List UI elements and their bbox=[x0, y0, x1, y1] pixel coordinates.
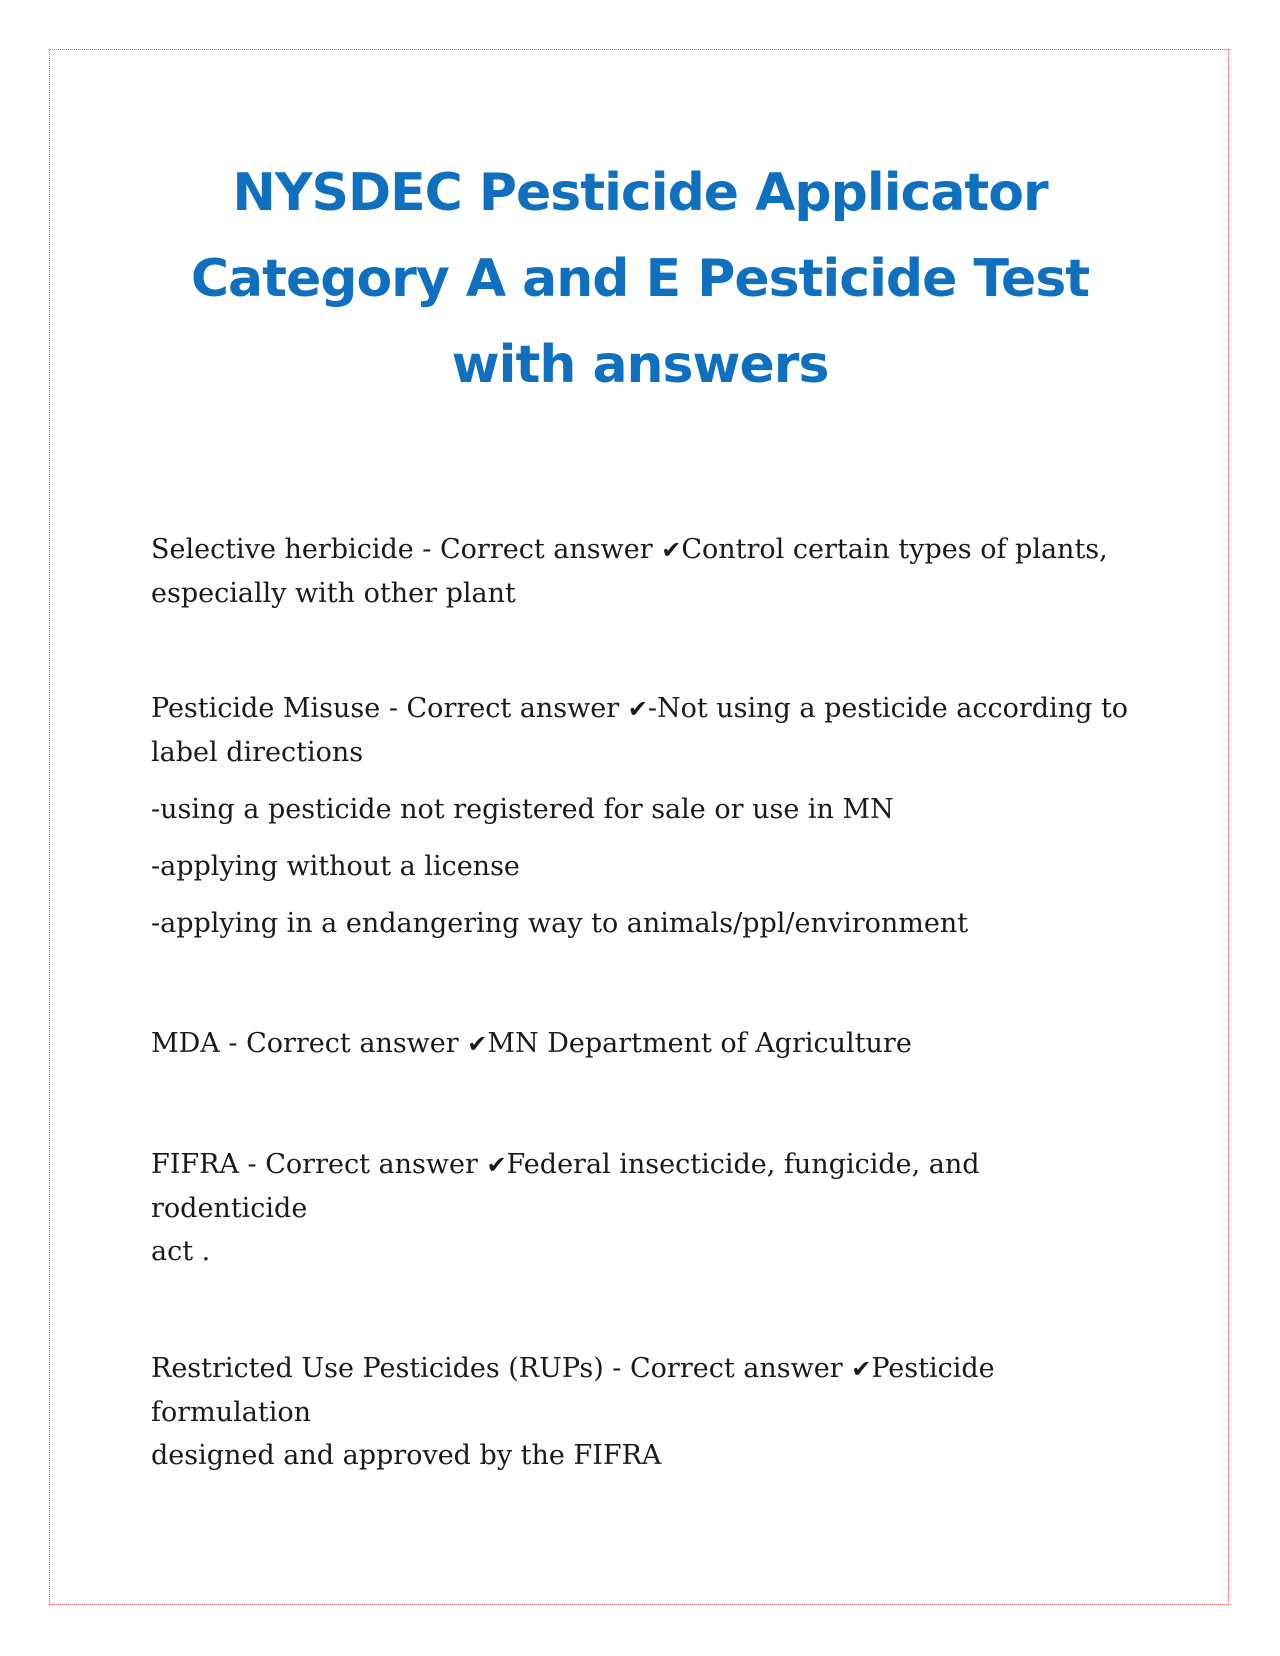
entry-answer-continued: act . bbox=[151, 1236, 211, 1267]
entry-answer-item: -using a pesticide not registered for sale or use in MN bbox=[151, 794, 894, 825]
entry-answer: Federal insecticide, fungicide, and rodenticide bbox=[151, 1149, 980, 1224]
checkmark-icon: ✔ bbox=[467, 1030, 488, 1058]
qa-entry-rups bbox=[151, 1347, 1131, 1477]
checkmark-icon: ✔ bbox=[627, 695, 648, 723]
entry-term: MDA - Correct answer bbox=[151, 1028, 468, 1059]
entry-answer-item: -applying in a endangering way to animals/ppl/environment bbox=[151, 908, 969, 939]
qa-list bbox=[151, 528, 1131, 1477]
entry-answer: MN Department of Agriculture bbox=[487, 1028, 912, 1059]
entry-term: Restricted Use Pesticides (RUPs) - Correct answer bbox=[151, 1353, 852, 1384]
checkmark-icon: ✔ bbox=[486, 1151, 507, 1179]
document-title: NYSDEC Pesticide Applicator Category A and E Pesticide Test with answers bbox=[190, 163, 1090, 395]
entry-term: Selective herbicide - Correct answer bbox=[151, 534, 662, 565]
entry-answer-continued: especially with other plant bbox=[151, 578, 516, 609]
qa-entry-mda bbox=[151, 1022, 1131, 1066]
entry-answer-item: -applying without a license bbox=[151, 851, 520, 882]
entry-answer: -Not using a pesticide according to bbox=[647, 693, 1129, 724]
entry-answer: Control certain types of plants, bbox=[681, 534, 1108, 565]
qa-entry-fifra bbox=[151, 1143, 1131, 1273]
entry-answer: Pesticide formulation bbox=[151, 1353, 995, 1428]
entry-answer-continued: label directions bbox=[151, 737, 364, 768]
checkmark-icon: ✔ bbox=[661, 536, 682, 564]
entry-term: FIFRA - Correct answer bbox=[151, 1149, 487, 1180]
qa-entry-selective-herbicide bbox=[151, 528, 1131, 615]
entry-term: Pesticide Misuse - Correct answer bbox=[151, 693, 628, 724]
checkmark-icon: ✔ bbox=[851, 1355, 872, 1383]
entry-answer-continued: designed and approved by the FIFRA bbox=[151, 1440, 662, 1471]
qa-entry-pesticide-misuse bbox=[151, 687, 1131, 945]
